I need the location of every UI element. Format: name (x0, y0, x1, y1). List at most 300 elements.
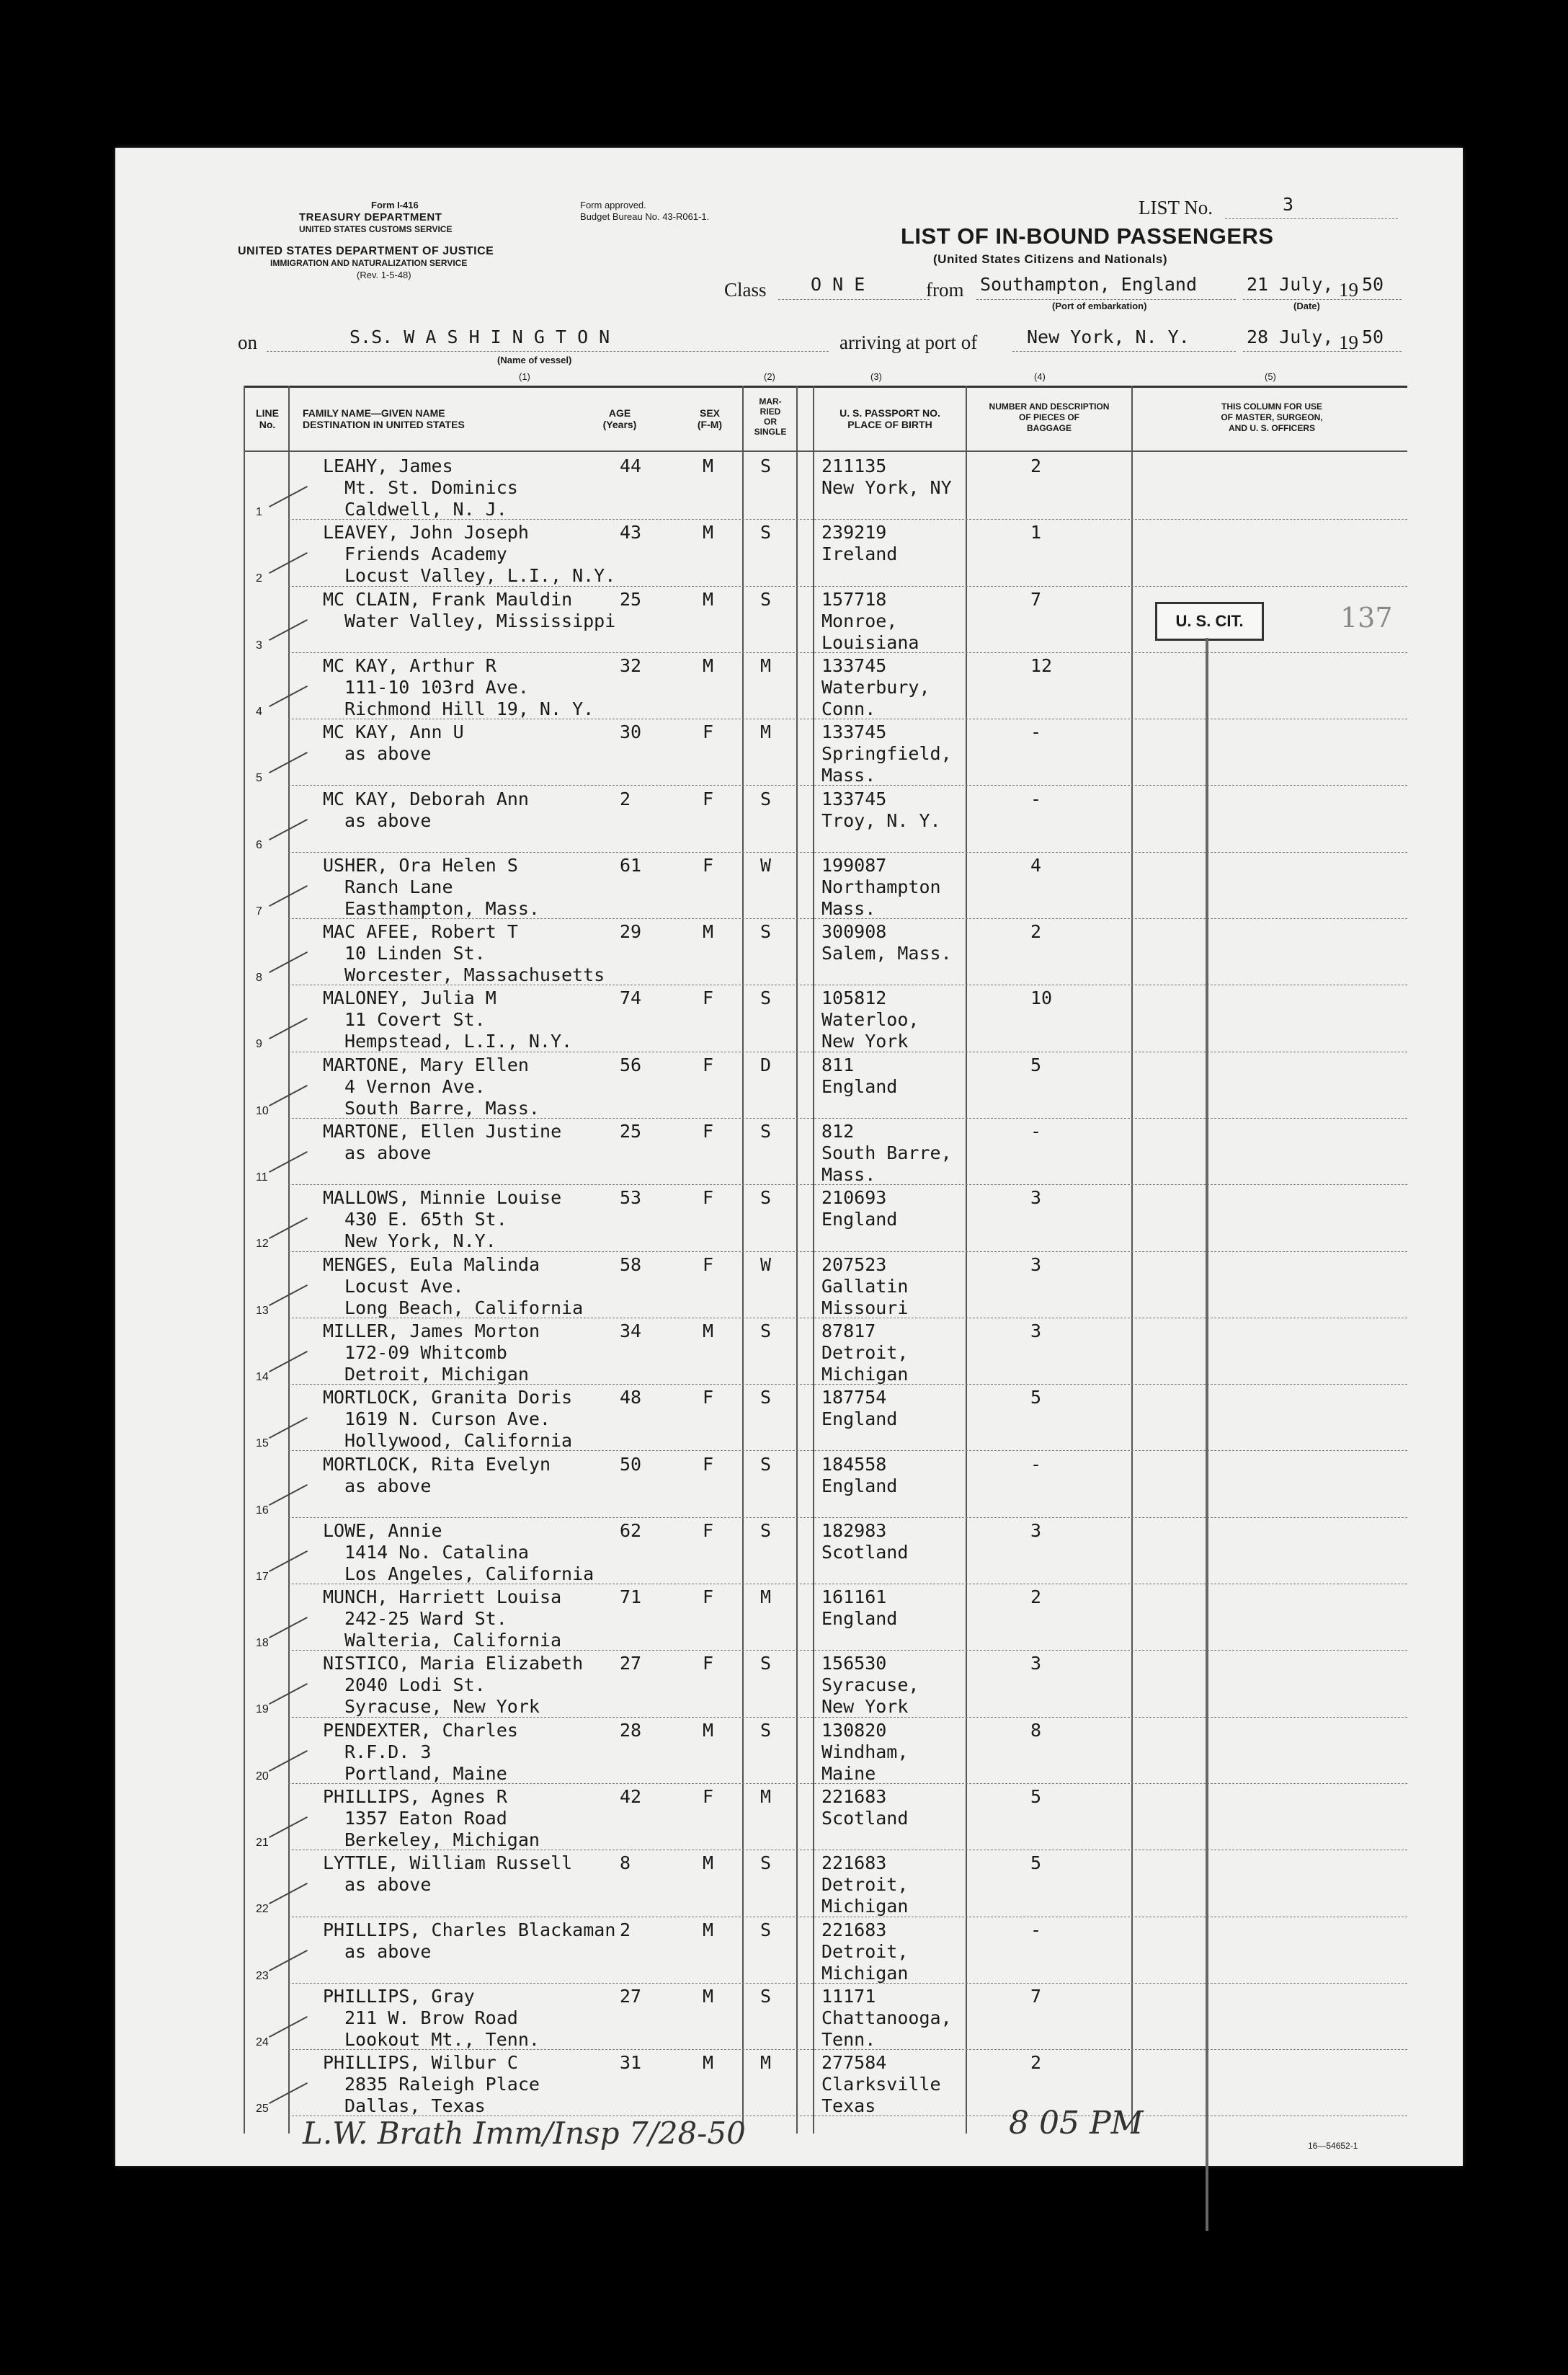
table-row (115, 520, 1463, 587)
check-tick (269, 2016, 308, 2038)
marital-status: S (760, 456, 772, 476)
address-line-2: South Barre, Mass. (344, 1097, 540, 1119)
passenger-name: MALLOWS, Minnie Louise (323, 1187, 562, 1209)
passport-number: 812 (821, 1121, 855, 1142)
address-line-2: Detroit, Michigan (344, 1363, 529, 1385)
arrival-year-prefix: 19 (1339, 332, 1358, 353)
check-tick (269, 1550, 308, 1572)
address-line-2: Syracuse, New York (344, 1696, 540, 1718)
sex: M (703, 522, 714, 543)
col-number-1: (1) (519, 371, 530, 382)
age: 34 (620, 1320, 642, 1341)
birth-place-line-2: Michigan (821, 1962, 909, 1984)
line-number: 17 (256, 1570, 269, 1583)
marital-status: S (760, 1121, 772, 1142)
birth-place: Scotland (821, 1541, 909, 1563)
marital-status: S (760, 522, 772, 543)
passenger-name: MARTONE, Mary Ellen (323, 1054, 529, 1075)
marital-status: W (760, 1253, 772, 1275)
table-row (115, 654, 1463, 721)
col-header-officers: THIS COLUMN FOR USE OF MASTER, SURGEON, AND U. S. OFFICERS (1221, 401, 1323, 433)
birth-place: England (821, 1608, 898, 1630)
birth-place: Troy, N. Y. (821, 809, 941, 831)
birth-place-line-2: Louisiana (821, 631, 919, 653)
arrival-date: 28 July, (1247, 327, 1334, 347)
address-line-2: Richmond Hill 19, N. Y. (344, 698, 594, 719)
address-line-1: Mt. St. Dominics (344, 477, 518, 498)
sex: F (703, 1054, 714, 1075)
passport-number: 133745 (821, 722, 887, 743)
col-header-married: MAR- RIED OR SINGLE (754, 396, 787, 437)
birth-place: Salem, Mass. (821, 943, 952, 964)
address-line-1: as above (344, 1874, 432, 1896)
table-row (115, 1319, 1463, 1386)
passport-number: 210693 (821, 1187, 887, 1209)
departure-year-prefix: 19 (1339, 279, 1358, 301)
birth-place-line-2: Maine (821, 1762, 876, 1784)
check-tick (269, 1217, 308, 1239)
birth-place: England (821, 1475, 898, 1496)
check-tick (269, 1284, 308, 1306)
check-tick (269, 1351, 308, 1372)
passenger-name: MC CLAIN, Frank Mauldin (323, 588, 573, 610)
baggage-count: - (1030, 788, 1042, 809)
marital-status: S (760, 1919, 772, 1940)
birth-place: England (821, 1075, 898, 1097)
passport-number: 300908 (821, 921, 887, 943)
passport-number: 161161 (821, 1586, 887, 1608)
age: 53 (620, 1187, 642, 1209)
on-label: on (238, 332, 257, 353)
sex: M (703, 921, 714, 943)
address-line-2: Easthampton, Mass. (344, 897, 540, 919)
us-citizen-stamp: U. S. CIT. (1155, 602, 1264, 641)
table-row (115, 1452, 1463, 1519)
line-number: 22 (256, 1903, 269, 1916)
col-header-baggage: NUMBER AND DESCRIPTION OF PIECES OF BAGGAGE (989, 401, 1110, 433)
baggage-count: 3 (1030, 1519, 1042, 1541)
birth-place-line-2: New York (821, 1031, 909, 1052)
date-caption: (Date) (1293, 301, 1320, 311)
sex: F (703, 854, 714, 876)
address-line-1: 242-25 Ward St. (344, 1608, 507, 1630)
birth-place-line-2: Tenn. (821, 2028, 876, 2050)
address-line-2: Hollywood, California (344, 1430, 573, 1452)
table-row (115, 2051, 1463, 2118)
baggage-count: 5 (1030, 1786, 1042, 1807)
line-number: 6 (256, 838, 262, 851)
birth-place: England (821, 1209, 898, 1230)
age: 71 (620, 1586, 642, 1608)
check-tick (269, 1151, 308, 1173)
sex: M (703, 1985, 714, 2007)
passport-number: 156530 (821, 1653, 887, 1674)
line-number: 8 (256, 972, 262, 985)
birth-place: Northampton (821, 876, 941, 897)
address-line-1: Locust Ave. (344, 1275, 464, 1297)
baggage-count: 5 (1030, 1054, 1042, 1075)
passport-number: 211135 (821, 456, 887, 476)
line-number: 4 (256, 705, 262, 718)
address-line-1: Ranch Lane (344, 876, 453, 897)
sex: M (703, 2052, 714, 2074)
address-line-2: Portland, Maine (344, 1762, 507, 1784)
address-line-1: 2835 Raleigh Place (344, 2074, 540, 2095)
vessel-name: S.S. W A S H I N G T O N (349, 327, 610, 347)
line-number: 19 (256, 1703, 269, 1716)
departure-date: 21 July, (1247, 274, 1334, 295)
check-tick (269, 1683, 308, 1705)
address-line-2: Locust Valley, L.I., N.Y. (344, 565, 616, 587)
check-tick (269, 685, 308, 707)
marital-status: S (760, 921, 772, 943)
passport-number: 207523 (821, 1253, 887, 1275)
line-number: 25 (256, 2103, 269, 2116)
line-number: 9 (256, 1038, 262, 1051)
birth-place: Syracuse, (821, 1674, 919, 1696)
table-row (115, 454, 1463, 521)
address-line-1: as above (344, 809, 432, 831)
check-tick (269, 2082, 308, 2104)
passport-number: 105812 (821, 987, 887, 1009)
birth-place: Waterloo, (821, 1009, 919, 1031)
sex: F (703, 1519, 714, 1541)
address-line-1: 172-09 Whitcomb (344, 1341, 507, 1363)
line-number: 11 (256, 1171, 268, 1184)
birth-place-line-2: Mass. (821, 1164, 876, 1185)
passport-number: 221683 (821, 1852, 887, 1874)
sex: F (703, 1653, 714, 1674)
passenger-name: PHILLIPS, Wilbur C (323, 2052, 518, 2074)
birth-place: England (821, 1408, 898, 1430)
page-title: LIST OF IN-BOUND PASSENGERS (901, 223, 1274, 249)
officer-check-line (1206, 638, 1208, 2231)
passenger-name: MAC AFEE, Robert T (323, 921, 518, 943)
baggage-count: 5 (1030, 1387, 1042, 1408)
passenger-name: USHER, Ora Helen S (323, 854, 518, 876)
birth-place: Monroe, (821, 610, 898, 631)
passenger-name: PHILLIPS, Charles Blackaman (323, 1919, 616, 1940)
birth-place-line-2: Michigan (821, 1896, 909, 1917)
check-tick (269, 1018, 308, 1039)
budget-bureau: Budget Bureau No. 43-R061-1. (580, 211, 710, 222)
address-line-1: 111-10 103rd Ave. (344, 676, 529, 698)
table-row (115, 1519, 1463, 1586)
form-approved: Form approved. (580, 200, 646, 210)
age: 42 (620, 1786, 642, 1807)
passport-number: 11171 (821, 1985, 876, 2007)
address-line-1: Water Valley, Mississippi (344, 610, 616, 631)
table-row (115, 1718, 1463, 1785)
age: 27 (620, 1985, 642, 2007)
address-line-1: 4 Vernon Ave. (344, 1075, 486, 1097)
table-row (115, 1053, 1463, 1120)
departure-year: 50 (1362, 274, 1384, 295)
col-number-3: (3) (870, 371, 882, 382)
age: 8 (620, 1852, 631, 1874)
list-label: LIST No. (1139, 197, 1213, 218)
table-row (115, 1651, 1463, 1718)
baggage-count: - (1030, 1919, 1042, 1940)
check-tick (269, 885, 308, 907)
birth-place-line-2: Missouri (821, 1297, 909, 1318)
birth-place-line-2: Texas (821, 2095, 876, 2117)
sex: F (703, 987, 714, 1009)
check-tick (269, 1750, 308, 1772)
passport-number: 184558 (821, 1453, 887, 1475)
check-tick (269, 1816, 308, 1838)
address-line-1: as above (344, 743, 432, 765)
sex: M (703, 654, 714, 676)
address-line-2: Walteria, California (344, 1630, 562, 1651)
marital-status: S (760, 1719, 772, 1741)
sex: M (703, 1919, 714, 1940)
age: 58 (620, 1253, 642, 1275)
check-tick (269, 1417, 308, 1439)
birth-place-line-2: Conn. (821, 698, 876, 719)
check-tick (269, 619, 308, 641)
birth-place: Chattanooga, (821, 2007, 952, 2028)
line-number: 13 (256, 1304, 269, 1317)
age: 25 (620, 588, 642, 610)
passenger-name: MILLER, James Morton (323, 1320, 540, 1341)
line-number: 20 (256, 1770, 269, 1783)
line-number: 15 (256, 1437, 269, 1450)
passenger-name: PHILLIPS, Gray (323, 1985, 475, 2007)
baggage-count: 4 (1030, 854, 1042, 876)
baggage-count: 2 (1030, 921, 1042, 943)
stamp-number: 137 (1340, 602, 1393, 634)
address-line-1: R.F.D. 3 (344, 1741, 432, 1762)
revision: (Rev. 1-5-48) (357, 270, 411, 280)
birth-place: Detroit, (821, 1341, 909, 1363)
passport-number: 221683 (821, 1786, 887, 1807)
table-row (115, 1918, 1463, 1985)
table-row (115, 787, 1463, 854)
baggage-count: - (1030, 1453, 1042, 1475)
line-number: 7 (256, 905, 262, 918)
form-footer-code: 16—54652-1 (1308, 2141, 1358, 2151)
birth-place: South Barre, (821, 1142, 952, 1163)
line-number: 21 (256, 1837, 269, 1849)
address-line-1: as above (344, 1475, 432, 1496)
baggage-count: 2 (1030, 2052, 1042, 2074)
passport-number: 130820 (821, 1719, 887, 1741)
passenger-name: NISTICO, Maria Elizabeth (323, 1653, 584, 1674)
address-line-1: 11 Covert St. (344, 1009, 486, 1031)
age: 74 (620, 987, 642, 1009)
line-number: 23 (256, 1969, 269, 1982)
address-line-2: Worcester, Massachusetts (344, 964, 605, 986)
passenger-name: LEAHY, James (323, 456, 453, 476)
passenger-name: MORTLOCK, Rita Evelyn (323, 1453, 551, 1475)
col-header-sex: SEX (F-M) (697, 407, 723, 430)
col-header-age: AGE (Years) (602, 407, 637, 430)
sex: F (703, 1187, 714, 1209)
passport-number: 133745 (821, 788, 887, 809)
form-number: Form I-416 (371, 200, 419, 210)
table-row (115, 1186, 1463, 1253)
passenger-name: MORTLOCK, Granita Doris (323, 1387, 573, 1408)
marital-status: M (760, 1786, 772, 1807)
sex: M (703, 456, 714, 476)
passenger-name: MARTONE, Ellen Justine (323, 1121, 562, 1142)
birth-place: Gallatin (821, 1275, 909, 1297)
marital-status: S (760, 788, 772, 809)
address-line-1: 2040 Lodi St. (344, 1674, 486, 1696)
birth-place: New York, NY (821, 477, 952, 498)
passenger-name: MENGES, Eula Malinda (323, 1253, 540, 1275)
check-tick (269, 1950, 308, 1971)
birth-place-line-2: Michigan (821, 1363, 909, 1385)
marital-status: S (760, 588, 772, 610)
marital-status: S (760, 1985, 772, 2007)
age: 48 (620, 1387, 642, 1408)
passport-number: 199087 (821, 854, 887, 876)
line-number: 18 (256, 1637, 269, 1650)
birth-place-line-2: New York (821, 1696, 909, 1718)
check-tick (269, 552, 308, 574)
table-row (115, 1253, 1463, 1320)
age: 62 (620, 1519, 642, 1541)
baggage-count: 5 (1030, 1852, 1042, 1874)
age: 43 (620, 522, 642, 543)
address-line-2: Lookout Mt., Tenn. (344, 2028, 540, 2050)
passenger-name: LEAVEY, John Joseph (323, 522, 529, 543)
col-number-4: (4) (1034, 371, 1046, 382)
marital-status: S (760, 1453, 772, 1475)
birth-place-line-2: Mass. (821, 765, 876, 786)
passport-number: 239219 (821, 522, 887, 543)
arrival-port: New York, N. Y. (1027, 327, 1190, 347)
address-line-1: as above (344, 1142, 432, 1163)
age: 2 (620, 1919, 631, 1940)
birth-place: Clarksville (821, 2074, 941, 2095)
class-value: O N E (811, 274, 865, 295)
marital-status: M (760, 654, 772, 676)
address-line-1: 10 Linden St. (344, 943, 486, 964)
address-line-1: 1414 No. Catalina (344, 1541, 529, 1563)
table-row (115, 1851, 1463, 1918)
age: 30 (620, 722, 642, 743)
list-number: 3 (1283, 194, 1294, 215)
passenger-name: MC KAY, Ann U (323, 722, 464, 743)
baggage-count: 10 (1030, 987, 1053, 1009)
passenger-name: LOWE, Annie (323, 1519, 442, 1541)
age: 56 (620, 1054, 642, 1075)
table-row (115, 1785, 1463, 1852)
col-header-line: LINE No. (256, 407, 279, 430)
address-line-1: 1357 Eaton Road (344, 1808, 507, 1829)
col-number-5: (5) (1265, 371, 1276, 382)
address-line-2: Hempstead, L.I., N.Y. (344, 1031, 573, 1052)
check-tick (269, 752, 308, 773)
passport-number: 277584 (821, 2052, 887, 2074)
check-tick (269, 1883, 308, 1904)
table-row (115, 986, 1463, 1053)
line-number: 1 (256, 506, 262, 518)
baggage-count: - (1030, 1121, 1042, 1142)
line-number: 5 (256, 772, 262, 785)
marital-status: S (760, 1852, 772, 1874)
address-line-2: Long Beach, California (344, 1297, 584, 1318)
table-row (115, 720, 1463, 787)
age: 44 (620, 456, 642, 476)
birth-place: Windham, (821, 1741, 909, 1762)
embarkation-caption: (Port of embarkation) (1052, 301, 1147, 311)
age: 28 (620, 1719, 642, 1741)
inspection-time: 8 05 PM (1009, 2105, 1144, 2141)
age: 25 (620, 1121, 642, 1142)
age: 50 (620, 1453, 642, 1475)
passenger-name: MC KAY, Arthur R (323, 654, 496, 676)
sex: F (703, 1387, 714, 1408)
address-line-1: 1619 N. Curson Ave. (344, 1408, 551, 1430)
birth-place: Waterbury, (821, 676, 930, 698)
passport-number: 87817 (821, 1320, 876, 1341)
age: 32 (620, 654, 642, 676)
check-tick (269, 1617, 308, 1638)
check-tick (269, 1085, 308, 1106)
sex: F (703, 788, 714, 809)
col-number-2: (2) (764, 371, 775, 382)
passport-number: 133745 (821, 654, 887, 676)
baggage-count: 7 (1030, 588, 1042, 610)
line-number: 24 (256, 2036, 269, 2048)
passenger-name: PENDEXTER, Charles (323, 1719, 518, 1741)
marital-status: W (760, 854, 772, 876)
sex: F (703, 1453, 714, 1475)
marital-status: M (760, 1586, 772, 1608)
table-row (115, 1984, 1463, 2051)
arrival-year: 50 (1362, 327, 1384, 347)
page-subtitle: (United States Citizens and Nationals) (933, 252, 1168, 266)
passport-number: 811 (821, 1054, 855, 1075)
passport-number: 157718 (821, 588, 887, 610)
baggage-count: 3 (1030, 1320, 1042, 1341)
col-header-name: FAMILY NAME—GIVEN NAME DESTINATION IN UNITED STATES (303, 407, 465, 430)
address-line-2: New York, N.Y. (344, 1230, 496, 1252)
col-header-passport: U. S. PASSPORT NO. PLACE OF BIRTH (839, 407, 940, 430)
sex: F (703, 1253, 714, 1275)
table-row (115, 1385, 1463, 1452)
marital-status: S (760, 1519, 772, 1541)
line-number: 2 (256, 572, 262, 585)
age: 61 (620, 854, 642, 876)
baggage-count: - (1030, 722, 1042, 743)
marital-status: S (760, 1320, 772, 1341)
baggage-count: 7 (1030, 1985, 1042, 2007)
baggage-count: 3 (1030, 1253, 1042, 1275)
passenger-name: MC KAY, Deborah Ann (323, 788, 529, 809)
birth-place: Scotland (821, 1808, 909, 1829)
age: 27 (620, 1653, 642, 1674)
sex: M (703, 1719, 714, 1741)
line-number: 12 (256, 1238, 269, 1251)
inspector-signature: L.W. Brath Imm/Insp 7/28-50 (303, 2116, 746, 2151)
baggage-count: 2 (1030, 456, 1042, 476)
baggage-count: 1 (1030, 522, 1042, 543)
marital-status: S (760, 1187, 772, 1209)
address-line-1: 430 E. 65th St. (344, 1209, 507, 1230)
passenger-name: LYTTLE, William Russell (323, 1852, 573, 1874)
from-label: from (926, 279, 964, 301)
line-number: 10 (256, 1104, 269, 1117)
address-line-1: as above (344, 1940, 432, 1962)
baggage-count: 8 (1030, 1719, 1042, 1741)
sex: F (703, 722, 714, 743)
arriving-label: arriving at port of (839, 332, 978, 353)
